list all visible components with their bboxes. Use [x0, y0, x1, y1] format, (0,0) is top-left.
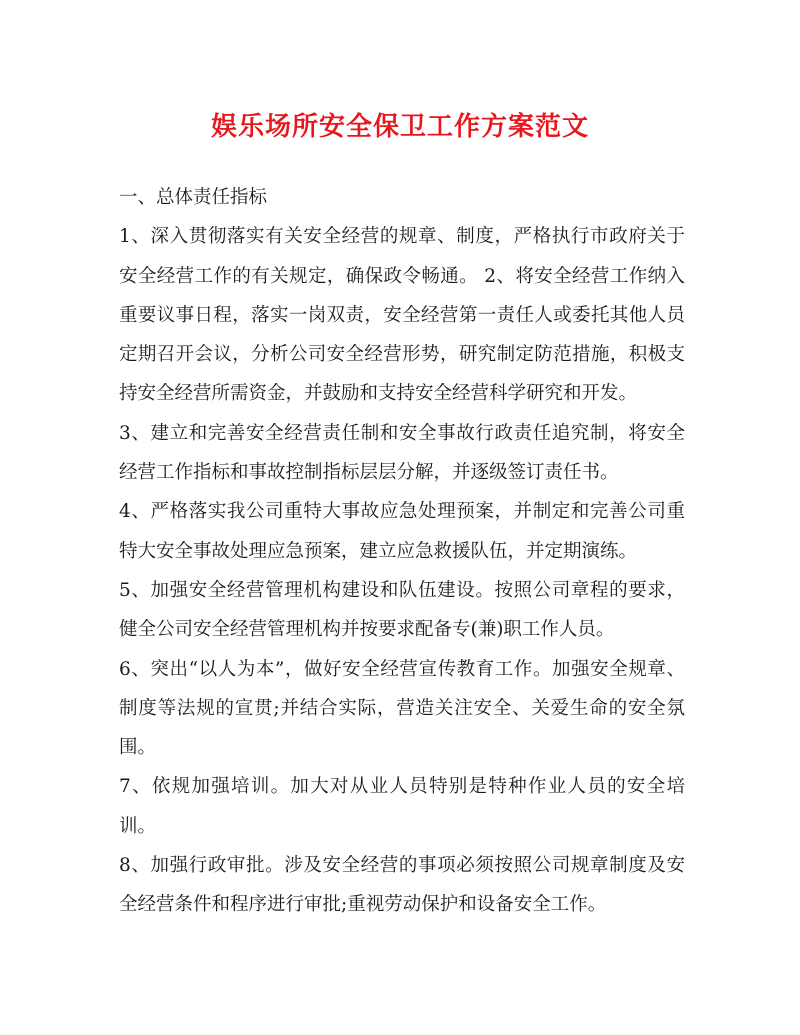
- paragraph: 1、深入贯彻落实有关安全经营的规章、制度，严格执行市政府关于安全经营工作的有关规定，确保政令畅通。 2、将安全经营工作纳入重要议事日程，落实一岗双责，安全经营第一责任人或委托其他人员定期召开会议，分析公司安全经营形势，研究制定防范措施，积极支持安全经营所需资金，并鼓励和支持安全经营科学研究和开发。: [119, 226, 685, 405]
- section-heading: 一、总体责任指标: [119, 187, 268, 208]
- paragraph: 4、严格落实我公司重特大事故应急处理预案，并制定和完善公司重特大安全事故处理应急预案，建立应急救援队伍，并定期演练。: [119, 501, 685, 562]
- paragraph: 6、突出“以人为本”，做好安全经营宣传教育工作。加强安全规章、制度等法规的宣贯;并结合实际，营造关注安全、关爱生命的安全氛围。: [119, 658, 685, 759]
- document-body: [119, 178, 685, 925]
- paragraph: 7、依规加强培训。加大对从业人员特别是特种作业人员的安全培训。: [119, 776, 685, 837]
- paragraph: 8、加强行政审批。涉及安全经营的事项必须按照公司规章制度及安全经营条件和程序进行审批;重视劳动保护和设备安全工作。: [119, 855, 685, 916]
- paragraph: 5、加强安全经营管理机构建设和队伍建设。按照公司章程的要求，健全公司安全经营管理机构并按要求配备专(兼)职工作人员。: [119, 579, 685, 641]
- paragraph: 3、建立和完善安全经营责任制和安全事故行政责任追究制，将安全经营工作指标和事故控制指标层层分解，并逐级签订责任书。: [119, 422, 685, 484]
- document-title: 娱乐场所安全保卫工作方案范文: [210, 112, 589, 142]
